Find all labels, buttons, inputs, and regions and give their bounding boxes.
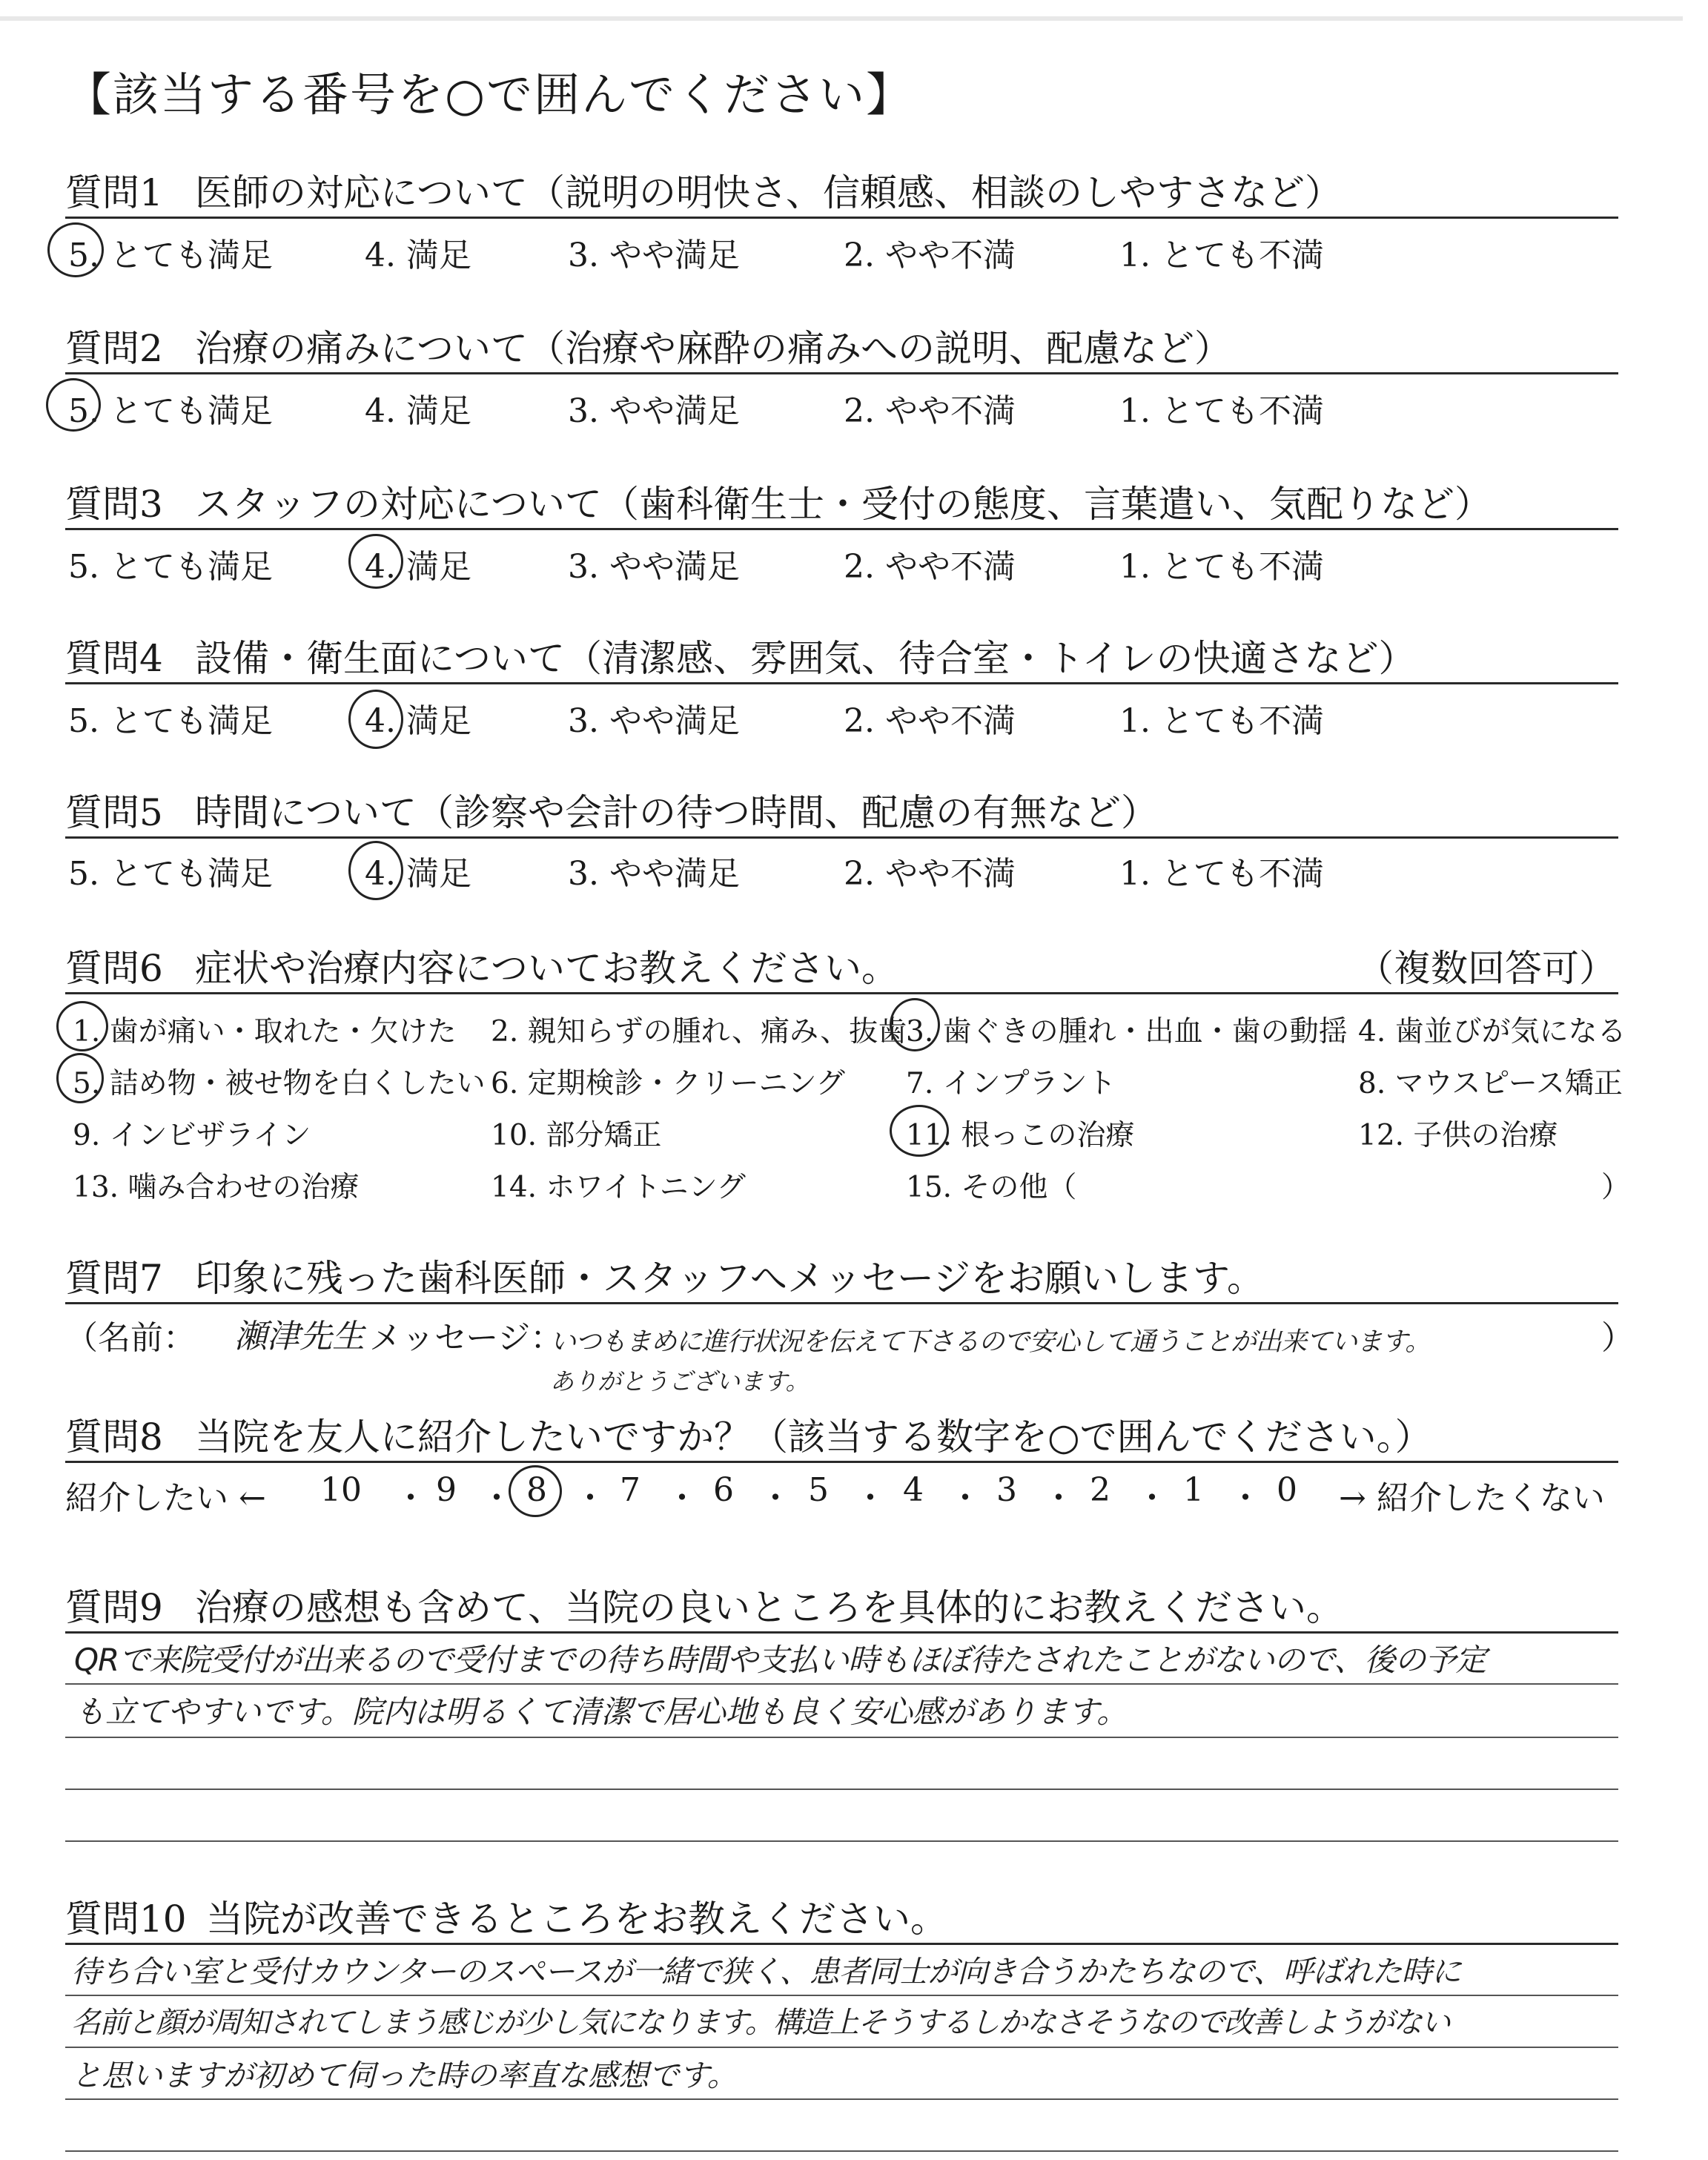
q2-option-3[interactable]: 3. やや満足 <box>568 392 740 430</box>
q9-answer-line2[interactable]: も立てやすいです。院内は明るくて清潔で居心地も良く安心感があります。 <box>74 1694 1128 1730</box>
question-rule <box>65 1302 1618 1304</box>
q5-option-1[interactable]: 1. とても不満 <box>1119 855 1324 893</box>
q3-option-1[interactable]: 1. とても不満 <box>1119 548 1324 586</box>
message-close: ） <box>1601 1319 1634 1357</box>
question-text: スタッフの対応について（歯科衛生士・受付の態度、言葉遣い、気配りなど） <box>195 483 1492 526</box>
scale-dot: ・ <box>666 1479 698 1517</box>
q2-option-4[interactable]: 4. 満足 <box>365 392 471 430</box>
message-value-line2[interactable]: ありがとうございます。 <box>550 1367 810 1396</box>
q9-answer-line1[interactable]: QRで来院受付が出来るので受付までの待ち時間や支払い時もほぼ待たされたことがないので、後の予定 <box>74 1642 1486 1678</box>
q6-item-8[interactable]: 8. マウスピース矯正 <box>1358 1067 1623 1100</box>
question-text: 当院が改善できるところをお教えください。 <box>206 1898 947 1941</box>
question-text: 症状や治療内容についてお教えください。 <box>195 947 898 990</box>
q6-item-4[interactable]: 4. 歯並びが気になる <box>1358 1015 1626 1048</box>
question-3 <box>65 475 1492 528</box>
message-label: メッセージ： <box>369 1319 563 1357</box>
q3-option-2[interactable]: 2. やや不満 <box>844 548 1016 586</box>
answer-line <box>65 1683 1618 1685</box>
q10-answer-line2[interactable]: 名前と顔が周知されてしまう感じが少し気になります。構造上そうするしかなさそうなので改善しようがない <box>71 2006 1449 2040</box>
question-4 <box>65 629 1416 682</box>
scan-edge <box>0 16 1683 21</box>
answer-circle <box>348 841 403 900</box>
question-rule <box>65 682 1618 684</box>
question-number: 質問2 <box>65 327 163 370</box>
scale-9[interactable]: 9 <box>436 1471 457 1509</box>
scale-7[interactable]: 7 <box>620 1471 640 1509</box>
question-rule <box>65 836 1618 839</box>
question-text: 設備・衛生面について（清潔感、雰囲気、待合室・トイレの快適さなど） <box>195 637 1416 680</box>
q2-option-5[interactable]: 5. とても満足 <box>68 392 273 430</box>
q4-option-5[interactable]: 5. とても満足 <box>68 702 273 740</box>
q1-option-5[interactable]: 5. とても満足 <box>68 237 273 274</box>
answer-circle <box>509 1465 562 1517</box>
question-6 <box>65 939 898 992</box>
q4-option-1[interactable]: 1. とても不満 <box>1119 702 1324 740</box>
question-number: 質問1 <box>65 171 163 214</box>
answer-circle <box>46 378 101 432</box>
answer-line <box>65 2098 1618 2100</box>
question-text: 時間について（診察や会計の待つ時間、配慮の有無など） <box>195 791 1158 834</box>
answer-line <box>65 2150 1618 2152</box>
question-number: 質問5 <box>65 791 163 834</box>
q6-item-10[interactable]: 10. 部分矯正 <box>491 1119 662 1152</box>
scale-dot: ・ <box>1229 1479 1262 1517</box>
q2-option-1[interactable]: 1. とても不満 <box>1119 392 1324 430</box>
name-label: （名前： <box>65 1319 196 1357</box>
q6-item-5[interactable]: 5. 詰め物・被せ物を白くしたい <box>73 1067 486 1100</box>
q5-option-2[interactable]: 2. やや不満 <box>844 855 1016 893</box>
q6-item-6[interactable]: 6. 定期検診・クリーニング <box>491 1067 845 1100</box>
q1-option-1[interactable]: 1. とても不満 <box>1119 237 1324 274</box>
answer-circle <box>56 1001 108 1051</box>
scale-6[interactable]: 6 <box>713 1471 734 1509</box>
question-text: 治療の痛みについて（治療や麻酔の痛みへの説明、配慮など） <box>195 327 1231 370</box>
answer-circle <box>348 534 403 589</box>
question-2 <box>65 319 1231 372</box>
question-9 <box>65 1578 1343 1631</box>
question-rule <box>65 992 1618 994</box>
answer-line <box>65 1840 1618 1842</box>
question-text: 治療の感想も含めて、当院の良いところを具体的にお教えください。 <box>195 1586 1343 1629</box>
question-rule <box>65 1631 1618 1634</box>
scale-3[interactable]: 3 <box>996 1471 1017 1509</box>
q4-option-2[interactable]: 2. やや不満 <box>844 702 1016 740</box>
question-number: 質問6 <box>65 947 163 990</box>
q3-option-5[interactable]: 5. とても満足 <box>68 548 273 586</box>
q6-item-13[interactable]: 13. 噛み合わせの治療 <box>73 1171 360 1204</box>
scale-1[interactable]: 1 <box>1183 1471 1204 1509</box>
q5-option-3[interactable]: 3. やや満足 <box>568 855 740 893</box>
q1-option-2[interactable]: 2. やや不満 <box>844 237 1016 274</box>
q10-answer-line1[interactable]: 待ち合い室と受付カウンターのスペースが一緒で狭く、患者同士が向き合うかたちなので、呼ばれた時に <box>71 1954 1461 1989</box>
question-10 <box>65 1889 947 1943</box>
q1-option-4[interactable]: 4. 満足 <box>365 237 471 274</box>
scale-10[interactable]: 10 <box>320 1471 362 1509</box>
scale-dot: ・ <box>949 1479 982 1517</box>
q10-answer-line3[interactable]: と思いますが初めて伺った時の率直な感想です。 <box>71 2058 738 2093</box>
question-1 <box>65 163 1342 217</box>
question-text: 医師の対応について（説明の明快さ、信頼感、相談のしやすさなど） <box>195 171 1342 214</box>
question-rule <box>65 217 1618 219</box>
q6-item-11[interactable]: 11. 根っこの治療 <box>906 1119 1135 1152</box>
question-7 <box>65 1249 1264 1302</box>
q3-option-3[interactable]: 3. やや満足 <box>568 548 740 586</box>
question-number: 質問4 <box>65 637 163 680</box>
q6-item-9[interactable]: 9. インビザライン <box>73 1119 311 1152</box>
name-value[interactable]: 瀬津先生 <box>234 1318 365 1355</box>
scale-4[interactable]: 4 <box>903 1471 924 1509</box>
q1-option-3[interactable]: 3. やや満足 <box>568 237 740 274</box>
q4-option-3[interactable]: 3. やや満足 <box>568 702 740 740</box>
recommend-left-label: 紹介したい ← <box>65 1479 266 1517</box>
answer-line <box>65 1995 1618 1996</box>
q5-option-5[interactable]: 5. とても満足 <box>68 855 273 893</box>
page-title: 【該当する番号を○で囲んでください】 <box>65 67 914 122</box>
question-rule <box>65 1943 1618 1945</box>
q2-option-2[interactable]: 2. やや不満 <box>844 392 1016 430</box>
q6-item-15[interactable]: 15. その他（ <box>906 1171 1077 1204</box>
answer-circle <box>56 1053 104 1103</box>
recommend-right-label: → 紹介したくない <box>1339 1479 1605 1517</box>
q3-option-4[interactable]: 4. 満足 <box>365 548 471 586</box>
q6-item-2[interactable]: 2. 親知らずの腫れ、痛み、抜歯 <box>491 1015 907 1048</box>
q6-item-7[interactable]: 7. インプラント <box>906 1067 1116 1100</box>
scale-dot: ・ <box>394 1479 427 1517</box>
scale-5[interactable]: 5 <box>808 1471 829 1509</box>
scale-dot: ・ <box>574 1479 606 1517</box>
scale-2[interactable]: 2 <box>1090 1471 1110 1509</box>
scale-dot: ・ <box>1042 1479 1075 1517</box>
question-text: 当院を友人に紹介したいですか？（該当する数字を○で囲んでください。） <box>195 1416 1432 1459</box>
multiple-answers-note: （複数回答可） <box>1357 947 1616 990</box>
question-number: 質問10 <box>65 1898 187 1941</box>
q6-item-15-close: ） <box>1601 1171 1631 1204</box>
question-5 <box>65 783 1158 836</box>
answer-circle <box>890 998 940 1051</box>
scale-dot: ・ <box>1136 1479 1168 1517</box>
question-rule <box>65 528 1618 530</box>
question-rule <box>65 372 1618 374</box>
question-number: 質問7 <box>65 1257 163 1300</box>
question-number: 質問9 <box>65 1586 163 1629</box>
answer-circle <box>348 690 403 749</box>
q5-option-4[interactable]: 4. 満足 <box>365 855 471 893</box>
q6-item-12[interactable]: 12. 子供の治療 <box>1358 1119 1558 1152</box>
answer-circle <box>890 1105 949 1157</box>
scale-8[interactable]: 8 <box>526 1471 547 1509</box>
question-number: 質問8 <box>65 1416 163 1459</box>
q6-item-3[interactable]: 3. 歯ぐきの腫れ・出血・歯の動揺 <box>906 1015 1348 1048</box>
scale-dot: ・ <box>759 1479 792 1517</box>
answer-line <box>65 2047 1618 2048</box>
scale-0[interactable]: 0 <box>1277 1471 1297 1509</box>
scale-dot: ・ <box>480 1479 513 1517</box>
question-text: 印象に残った歯科医師・スタッフへメッセージをお願いします。 <box>195 1257 1264 1300</box>
question-8 <box>65 1407 1432 1461</box>
question-number: 質問3 <box>65 483 163 526</box>
message-value-line1[interactable]: いつもまめに進行状況を伝えて下さるので安心して通うことが出来ています。 <box>550 1327 1431 1357</box>
question-rule <box>65 1461 1618 1463</box>
q6-item-1[interactable]: 1. 歯が痛い・取れた・欠けた <box>73 1015 457 1048</box>
answer-line <box>65 1737 1618 1738</box>
q4-option-4[interactable]: 4. 満足 <box>365 702 471 740</box>
answer-line <box>65 1789 1618 1790</box>
q6-item-14[interactable]: 14. ホワイトニング <box>491 1171 746 1204</box>
scale-dot: ・ <box>854 1479 887 1517</box>
answer-circle <box>47 222 104 277</box>
